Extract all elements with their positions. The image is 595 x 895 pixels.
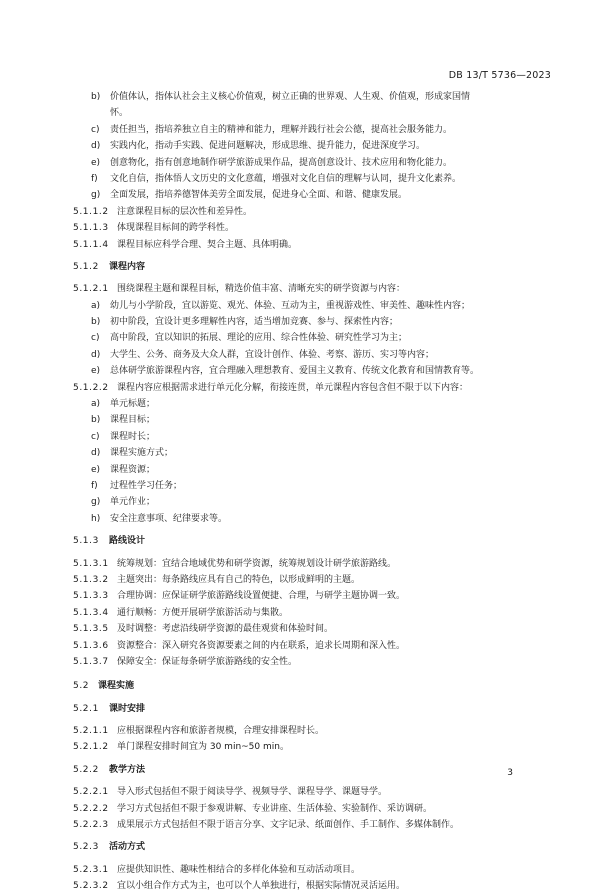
clause: 5.1.3.1 统筹规划：宜结合地域优势和研学资源，统筹规划设计研学旅游路线。 — [73, 558, 397, 569]
list-item: d) 大学生、公务、商务及大众人群，宜设计创作、体验、考察、游历、实习等内容； — [91, 349, 435, 360]
clause: 5.1.2.1 围绕课程主题和课程目标，精选价值丰富、清晰充实的研学资源与内容： — [73, 284, 406, 295]
list-item: d) 实践内化，指动手实践、促进问题解决，形成思维、提升能力，促进深度学习。 — [91, 141, 426, 152]
list-item: f) 过程性学习任务； — [91, 480, 183, 491]
list-item: c) 课程时长； — [91, 431, 156, 442]
section-heading: 5.1.2 课程内容 — [73, 261, 146, 272]
section-heading: 5.2.1 课时安排 — [73, 703, 146, 714]
clause: 5.1.3.2 主题突出：每条路线应具有自己的特色，以形成鲜明的主题。 — [73, 574, 361, 585]
list-item: e) 课程资源； — [91, 464, 156, 475]
section-heading: 5.1.3 路线设计 — [73, 536, 146, 547]
clause: 5.2.3.2 宜以小组合作方式为主，也可以个人单独进行，根据实际情况灵活运用。 — [73, 881, 406, 892]
list-item: h) 安全注意事项、纪律要求等。 — [91, 513, 228, 524]
clause: 5.1.1.2 注意课程目标的层次性和差异性。 — [73, 206, 253, 217]
clause: 5.1.2.2 课程内容应根据需求进行单元化分解，衔接连贯，单元课程内容包含但不限于以下内容： — [73, 382, 469, 393]
clause: 5.1.3.5 及时调整：考虑沿线研学资源的最佳观赏和体验时间。 — [73, 624, 334, 635]
list-item: e) 总体研学旅游课程内容，宜合理融入理想教育、爱国主义教育、传统文化教育和国情教育等。 — [91, 366, 480, 377]
clause: 5.1.3.4 通行顺畅：方便开展研学旅游活动与集散。 — [73, 607, 289, 618]
clause: 5.2.1.2 单门课程安排时间宜为 30 min~50 min。 — [73, 742, 289, 753]
clause: 5.2.2.2 学习方式包括但不限于参观讲解、专业讲座、生活体验、实验制作、采访调研。 — [73, 803, 433, 814]
clause: 5.2.3.1 应提供知识性、趣味性相结合的多样化体验和互动活动项目。 — [73, 864, 361, 875]
list-item: g) 单元作业； — [91, 497, 156, 508]
section-heading: 5.2.3 活动方式 — [73, 842, 146, 853]
list-item: e) 创意物化，指有创意地制作研学旅游成果作品，提高创意设计、技术应用和物化能力。 — [91, 157, 453, 168]
list-item: c) 责任担当，指培养独立自主的精神和能力，理解并践行社会公德，提高社会服务能力。 — [91, 124, 453, 135]
list-item: b) 初中阶段，宜设计更多理解性内容，适当增加竞赛、参与、探索性内容； — [91, 317, 399, 328]
list-item: d) 课程实施方式； — [91, 448, 174, 459]
list-item: g) 全面发展，指培养德智体美劳全面发展，促进身心全面、和谐、健康发展。 — [91, 190, 408, 201]
list-item: f) 文化自信，指体悟人文历史的文化意蕴，增强对文化自信的理解与认同，提升文化素养。 — [91, 173, 462, 184]
clause: 5.2.1.1 应根据课程内容和旅游者规模，合理安排课程时长。 — [73, 726, 325, 737]
clause: 5.2.2.3 成果展示方式包括但不限于语言分享、文字记录、纸面创作、手工制作、多媒体制作。 — [73, 820, 460, 831]
clause: 5.1.3.3 合理协调：应保证研学旅游路线设置便捷、合理，与研学主题协调一致。 — [73, 591, 406, 602]
list-item: a) 幼儿与小学阶段，宜以游览、观光、体验、互动为主，重视游戏性、审美性、趣味性内容； — [91, 300, 471, 311]
list-item: b) 价值体认，指体认社会主义核心价值观，树立正确的世界观、人生观、价值观，形成家国情 — [91, 92, 471, 102]
page-number: 3 — [507, 768, 513, 778]
clause: 5.1.1.4 课程目标应科学合理、契合主题、具体明确。 — [73, 239, 298, 250]
clause: 5.1.1.3 体现课程目标间的跨学科性。 — [73, 223, 235, 234]
standard-number: DB 13/T 5736—2023 — [448, 70, 551, 81]
list-item-continuation: 怀。 — [110, 108, 129, 119]
list-item: a) 单元标题； — [91, 399, 156, 410]
section-heading: 5.2.2 教学方法 — [73, 764, 146, 775]
list-item: b) 课程目标； — [91, 415, 156, 426]
clause: 5.1.3.7 保障安全：保证每条研学旅游路线的安全性。 — [73, 656, 298, 667]
section-heading: 5.2 课程实施 — [73, 681, 135, 692]
page-body — [0, 89, 595, 895]
clause: 5.1.3.6 资源整合：深入研究各资源要素之间的内在联系，追求长周期和深入性。 — [73, 640, 406, 651]
list-item: c) 高中阶段，宜以知识的拓展、理论的应用、综合性体验、研究性学习为主； — [91, 333, 408, 344]
clause: 5.2.2.1 导入形式包括但不限于阅读导学、视频导学、课程导学、课题导学。 — [73, 787, 388, 798]
